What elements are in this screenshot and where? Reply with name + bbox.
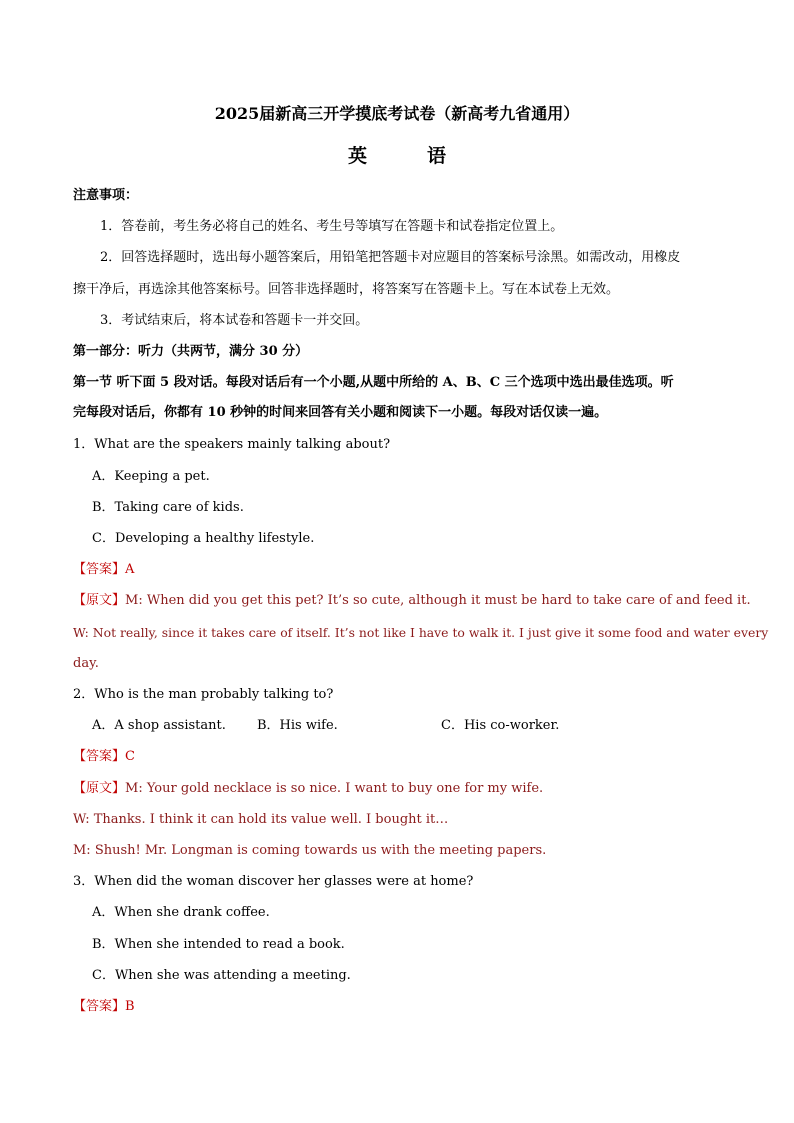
q1-stem: 1．What are the speakers mainly talking about?	[73, 437, 391, 452]
part1-heading: 第一部分：听力（共两节，满分 30 分）	[73, 344, 309, 359]
section1-line-1: 第一节 听下面 5 段对话。每段对话后有一个小题,从题中所给的 A、B、C 三个选项中选出最佳选项。听	[73, 375, 674, 390]
q1-answer-value: A	[125, 562, 135, 577]
q2-answer	[73, 748, 135, 766]
q3-option-a: A．When she drank coffee.	[92, 905, 270, 920]
transcript-label: 【原文】	[73, 593, 126, 608]
answer-label: 【答案】	[73, 749, 126, 764]
q1-answer	[73, 561, 134, 579]
subject-title	[0, 147, 794, 165]
q2-stem: 2．Who is the man probably talking to?	[73, 687, 334, 702]
answer-label: 【答案】	[73, 999, 126, 1014]
notes-heading: 注意事项：	[73, 188, 139, 203]
subject-char-1: 英	[347, 145, 367, 167]
q1-transcript-line-1	[73, 592, 751, 610]
q2-option-b: B．His wife.	[257, 718, 338, 733]
notes-item-2-line-2: 擦干净后，再选涂其他答案标号。回答非选择题时，将答案写在答题卡上。写在本试卷上无效。	[73, 282, 620, 297]
answer-label: 【答案】	[73, 562, 126, 577]
q2-option-c: C．His co-worker.	[441, 718, 560, 733]
q2-option-a: A．A shop assistant.	[92, 718, 226, 733]
exam-title: 2025届新高三开学摸底考试卷（新高考九省通用）	[214, 104, 580, 123]
q2-transcript-text-1: M: Your gold necklace is so nice. I want to buy one for my wife.	[125, 781, 544, 796]
notes-item-1: 1．答卷前，考生务必将自己的姓名、考生号等填写在答题卡和试卷指定位置上。	[100, 219, 564, 234]
q3-stem: 3．When did the woman discover her glasses were at home?	[73, 874, 474, 889]
transcript-label: 【原文】	[73, 781, 126, 796]
q1-option-a: A．Keeping a pet.	[92, 469, 210, 484]
q2-transcript-line-3: M: Shush! Mr. Longman is coming towards us with the meeting papers.	[73, 843, 547, 858]
subject-char-2: 语	[427, 145, 447, 167]
q3-answer	[73, 998, 135, 1016]
q1-option-c: C．Developing a healthy lifestyle.	[92, 531, 315, 546]
notes-item-2-line-1: 2．回答选择题时，选出每小题答案后，用铅笔把答题卡对应题目的答案标号涂黑。如需改动，用橡皮	[100, 250, 681, 265]
q3-answer-value: B	[125, 999, 135, 1014]
q2-transcript-line-2: W: Thanks. I think it can hold its value well. I bought it…	[73, 812, 449, 827]
q1-option-b: B．Taking care of kids.	[92, 500, 244, 515]
q3-option-b: B．When she intended to read a book.	[92, 937, 345, 952]
q3-option-c: C．When she was attending a meeting.	[92, 968, 351, 983]
section1-line-2: 完每段对话后，你都有 10 秒钟的时间来回答有关小题和阅读下一小题。每段对话仅读一遍。	[73, 405, 608, 420]
q1-transcript-text-1: M: When did you get this pet? It’s so cute, although it must be hard to take care of and feed it.	[125, 593, 751, 608]
q2-answer-value: C	[125, 749, 135, 764]
q2-transcript-line-1	[73, 780, 543, 798]
notes-item-3: 3．考试结束后，将本试卷和答题卡一并交回。	[100, 313, 369, 328]
q1-transcript-line-2: W: Not really, since it takes care of itself. It’s not like I have to walk it. I just give it some food and water every	[73, 625, 769, 640]
q1-transcript-line-3: day.	[73, 656, 99, 671]
